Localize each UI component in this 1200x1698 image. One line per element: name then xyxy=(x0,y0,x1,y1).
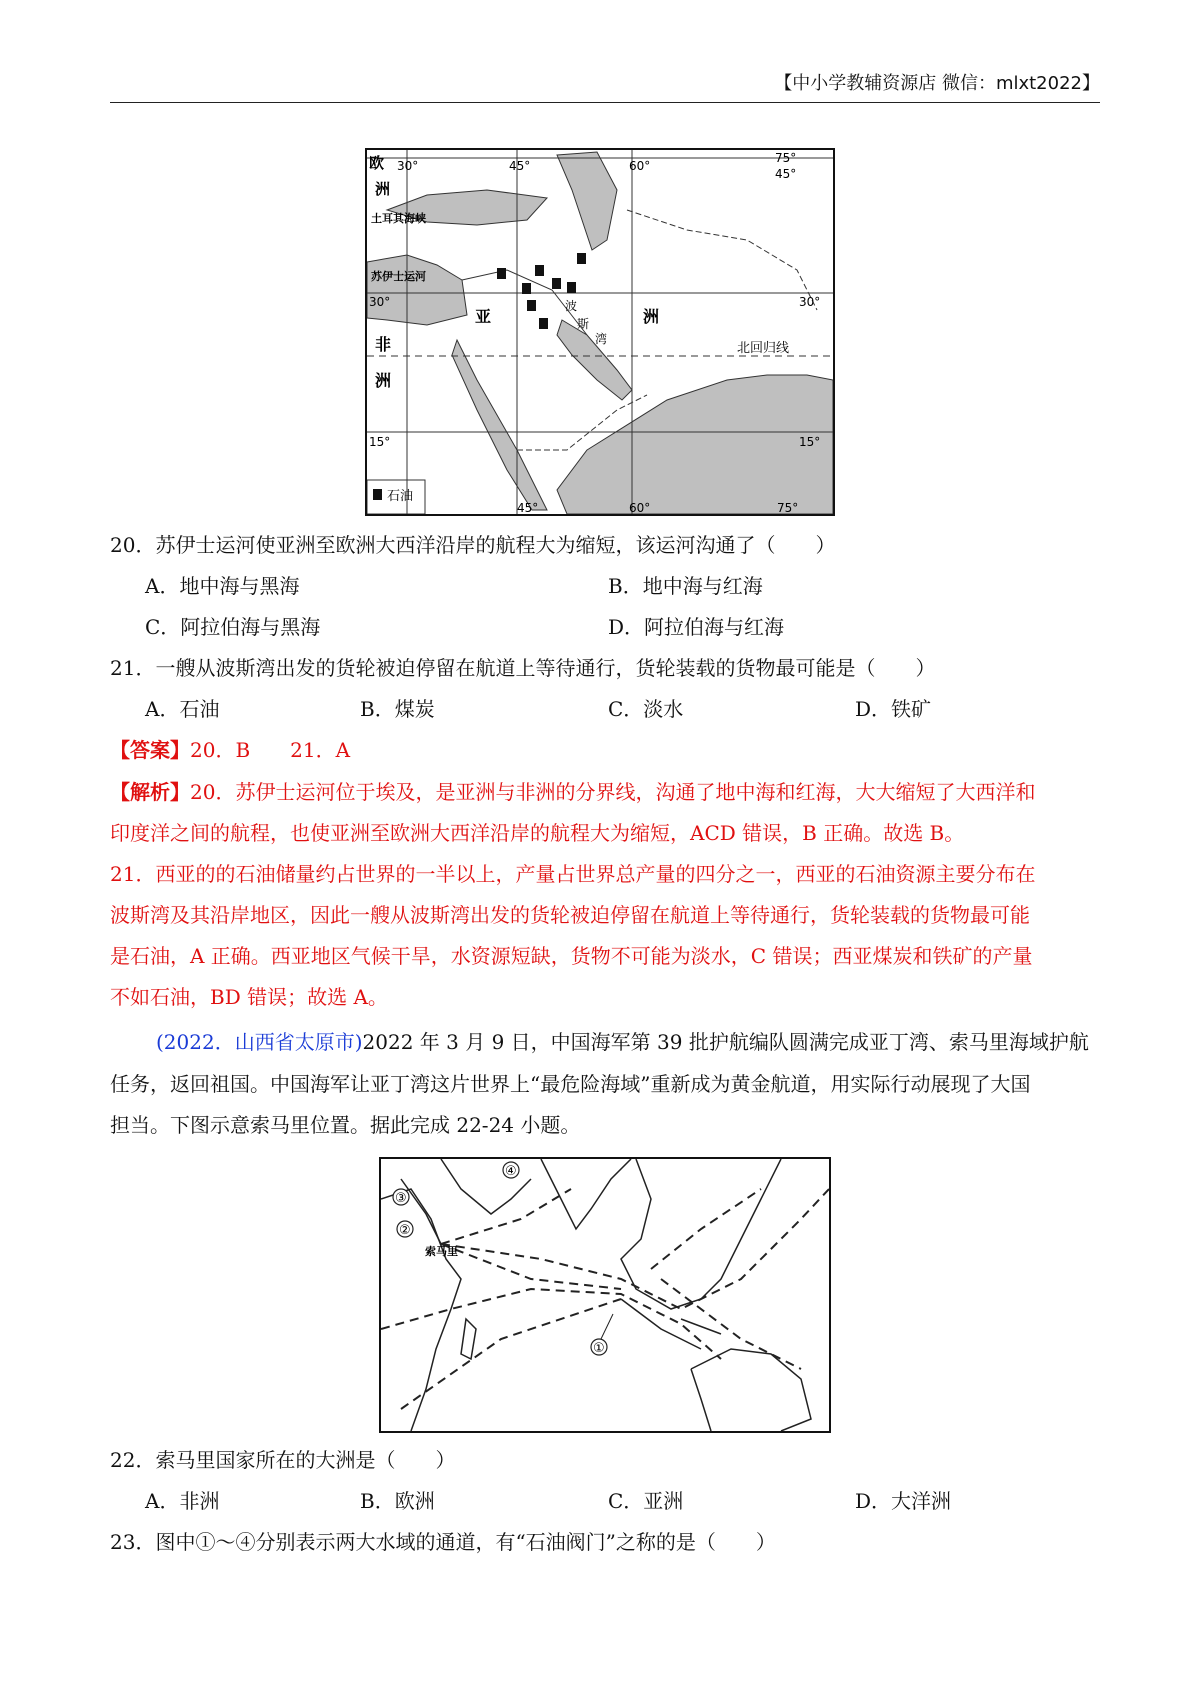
q21-stem: 21．一艘从波斯湾出发的货轮被迫停留在航道上等待通行，货轮装载的货物最可能是（ ） xyxy=(110,656,936,680)
lat-left-30: 30° xyxy=(369,295,391,309)
red-sea xyxy=(452,340,547,510)
page-header xyxy=(110,72,1100,103)
lat-right-30: 30° xyxy=(799,295,821,309)
lon-top-60: 60° xyxy=(629,159,651,173)
analysis-line-1 xyxy=(110,777,1035,807)
label-asia-2: 洲 xyxy=(643,307,660,326)
analysis-l2: 印度洋之间的航程，也使亚洲至欧洲大西洋沿岸的航程大为缩短，ACD 错误，B 正确。故选 B。 xyxy=(110,821,965,845)
arabian-sea xyxy=(557,375,833,514)
somalia-route-map-svg xyxy=(381,1159,829,1431)
analysis-l1: 20．苏伊士运河位于埃及，是亚洲与非洲的分界线，沟通了地中海和红海，大大缩短了大西洋和 xyxy=(190,780,1036,804)
q21-option-a: A．石油 xyxy=(145,697,220,721)
lon-bottom-60: 60° xyxy=(629,501,651,514)
label-gulf-1: 波 xyxy=(565,299,578,313)
passage-source: (2022．山西省太原市) xyxy=(156,1030,363,1054)
label-asia-1: 亚 xyxy=(475,307,492,326)
label-n3: ③ xyxy=(395,1191,407,1206)
lat-right-15: 15° xyxy=(799,435,821,449)
header-text: 【中小学教辅资源店 微信：mlxt2022】 xyxy=(774,73,1100,94)
label-n4: ④ xyxy=(505,1164,517,1179)
analysis-l5: 是石油，A 正确。西亚地区气候干旱，水资源短缺，货物不可能为淡水，C 错误；西亚煤炭和铁矿的产量 xyxy=(110,944,1033,968)
answer-line xyxy=(110,735,350,765)
analysis-l6: 不如石油，BD 错误；故选 A。 xyxy=(110,985,388,1009)
somalia-route-map xyxy=(379,1157,831,1433)
q22-stem: 22．索马里国家所在的大洲是（ ） xyxy=(110,1448,456,1472)
q22-option-d: D．大洋洲 xyxy=(855,1489,952,1513)
caspian-sea xyxy=(557,152,617,250)
answer-text: 20．B 21．A xyxy=(190,738,351,762)
label-europe-1: 欧 xyxy=(369,154,385,172)
q21-option-b: B．煤炭 xyxy=(360,697,435,721)
india-coast xyxy=(541,1159,631,1229)
label-africa-1: 非 xyxy=(375,335,392,354)
analysis-tag: 【解析】 xyxy=(110,780,190,804)
africa-coast xyxy=(381,1189,461,1431)
analysis-l3: 21．西亚的的石油储量约占世界的一半以上，产量占世界总产量的四分之一，西亚的石油资源主要分布在 xyxy=(110,862,1036,886)
middle-east-map xyxy=(365,148,835,516)
lon-top-75: 75° xyxy=(775,151,797,165)
q20-option-d: D．阿拉伯海与红海 xyxy=(608,615,785,639)
lon-top-45: 45° xyxy=(509,159,531,173)
answer-tag: 【答案】 xyxy=(110,738,190,762)
q20-stem: 20．苏伊士运河使亚洲至欧洲大西洋沿岸的航程大为缩短，该运河沟通了（ ） xyxy=(110,533,836,557)
label-suez-canal: 苏伊士运河 xyxy=(371,270,426,283)
q20-option-b: B．地中海与红海 xyxy=(608,574,763,598)
lon-bottom-75: 75° xyxy=(777,501,799,514)
label-africa-2: 洲 xyxy=(375,371,392,390)
label-europe-2: 洲 xyxy=(375,180,391,198)
q23-stem: 23．图中①～④分别表示两大水域的通道，有“石油阀门”之称的是（ ） xyxy=(110,1530,776,1554)
q22-option-c: C．亚洲 xyxy=(608,1489,684,1513)
mediterranean-sea xyxy=(367,255,467,325)
middle-east-map-svg xyxy=(367,150,833,514)
pointer-1 xyxy=(601,1314,613,1339)
lat-right-45: 45° xyxy=(775,167,797,181)
label-turkish-strait: 土耳其海峡 xyxy=(371,212,426,225)
passage-l1: 2022 年 3 月 9 日，中国海军第 39 批护航编队圆满完成亚丁湾、索马里海域护航 xyxy=(362,1030,1089,1054)
q22-option-a: A．非洲 xyxy=(145,1489,220,1513)
label-n1: ① xyxy=(593,1341,605,1356)
label-n2: ② xyxy=(399,1223,411,1238)
passage-l2: 任务，返回祖国。中国海军让亚丁湾这片世界上“最危险海域”重新成为黄金航道，用实际行动展现了大国 xyxy=(110,1072,1031,1096)
label-gulf-3: 湾 xyxy=(595,332,608,346)
se-asia-coast xyxy=(621,1159,781,1309)
label-somalia: 索马里 xyxy=(425,1245,458,1258)
q20-option-c: C．阿拉伯海与黑海 xyxy=(145,615,321,639)
label-gulf-2: 斯 xyxy=(577,317,590,331)
indonesia-islands xyxy=(621,1299,721,1349)
q21-option-c: C．淡水 xyxy=(608,697,684,721)
lat-left-15: 15° xyxy=(369,435,391,449)
passage-l3: 担当。下图示意索马里位置。据此完成 22-24 小题。 xyxy=(110,1113,581,1137)
q20-option-a: A．地中海与黑海 xyxy=(145,574,300,598)
legend-oil-icon xyxy=(373,489,382,500)
q22-option-b: B．欧洲 xyxy=(360,1489,435,1513)
legend-label: 石油 xyxy=(387,489,414,504)
q21-option-d: D．铁矿 xyxy=(855,697,932,721)
analysis-l4: 波斯湾及其沿岸地区，因此一艘从波斯湾出发的货轮被迫停留在航道上等待通行，货轮装载的货物最可能 xyxy=(110,903,1030,927)
madagascar xyxy=(461,1319,476,1359)
passage-line-1 xyxy=(156,1027,1089,1057)
shipping-routes xyxy=(381,1189,829,1409)
australia-coast xyxy=(691,1349,811,1431)
lon-top-30: 30° xyxy=(397,159,419,173)
label-tropic: 北回归线 xyxy=(737,341,790,356)
lon-bottom-45: 45° xyxy=(517,501,539,514)
